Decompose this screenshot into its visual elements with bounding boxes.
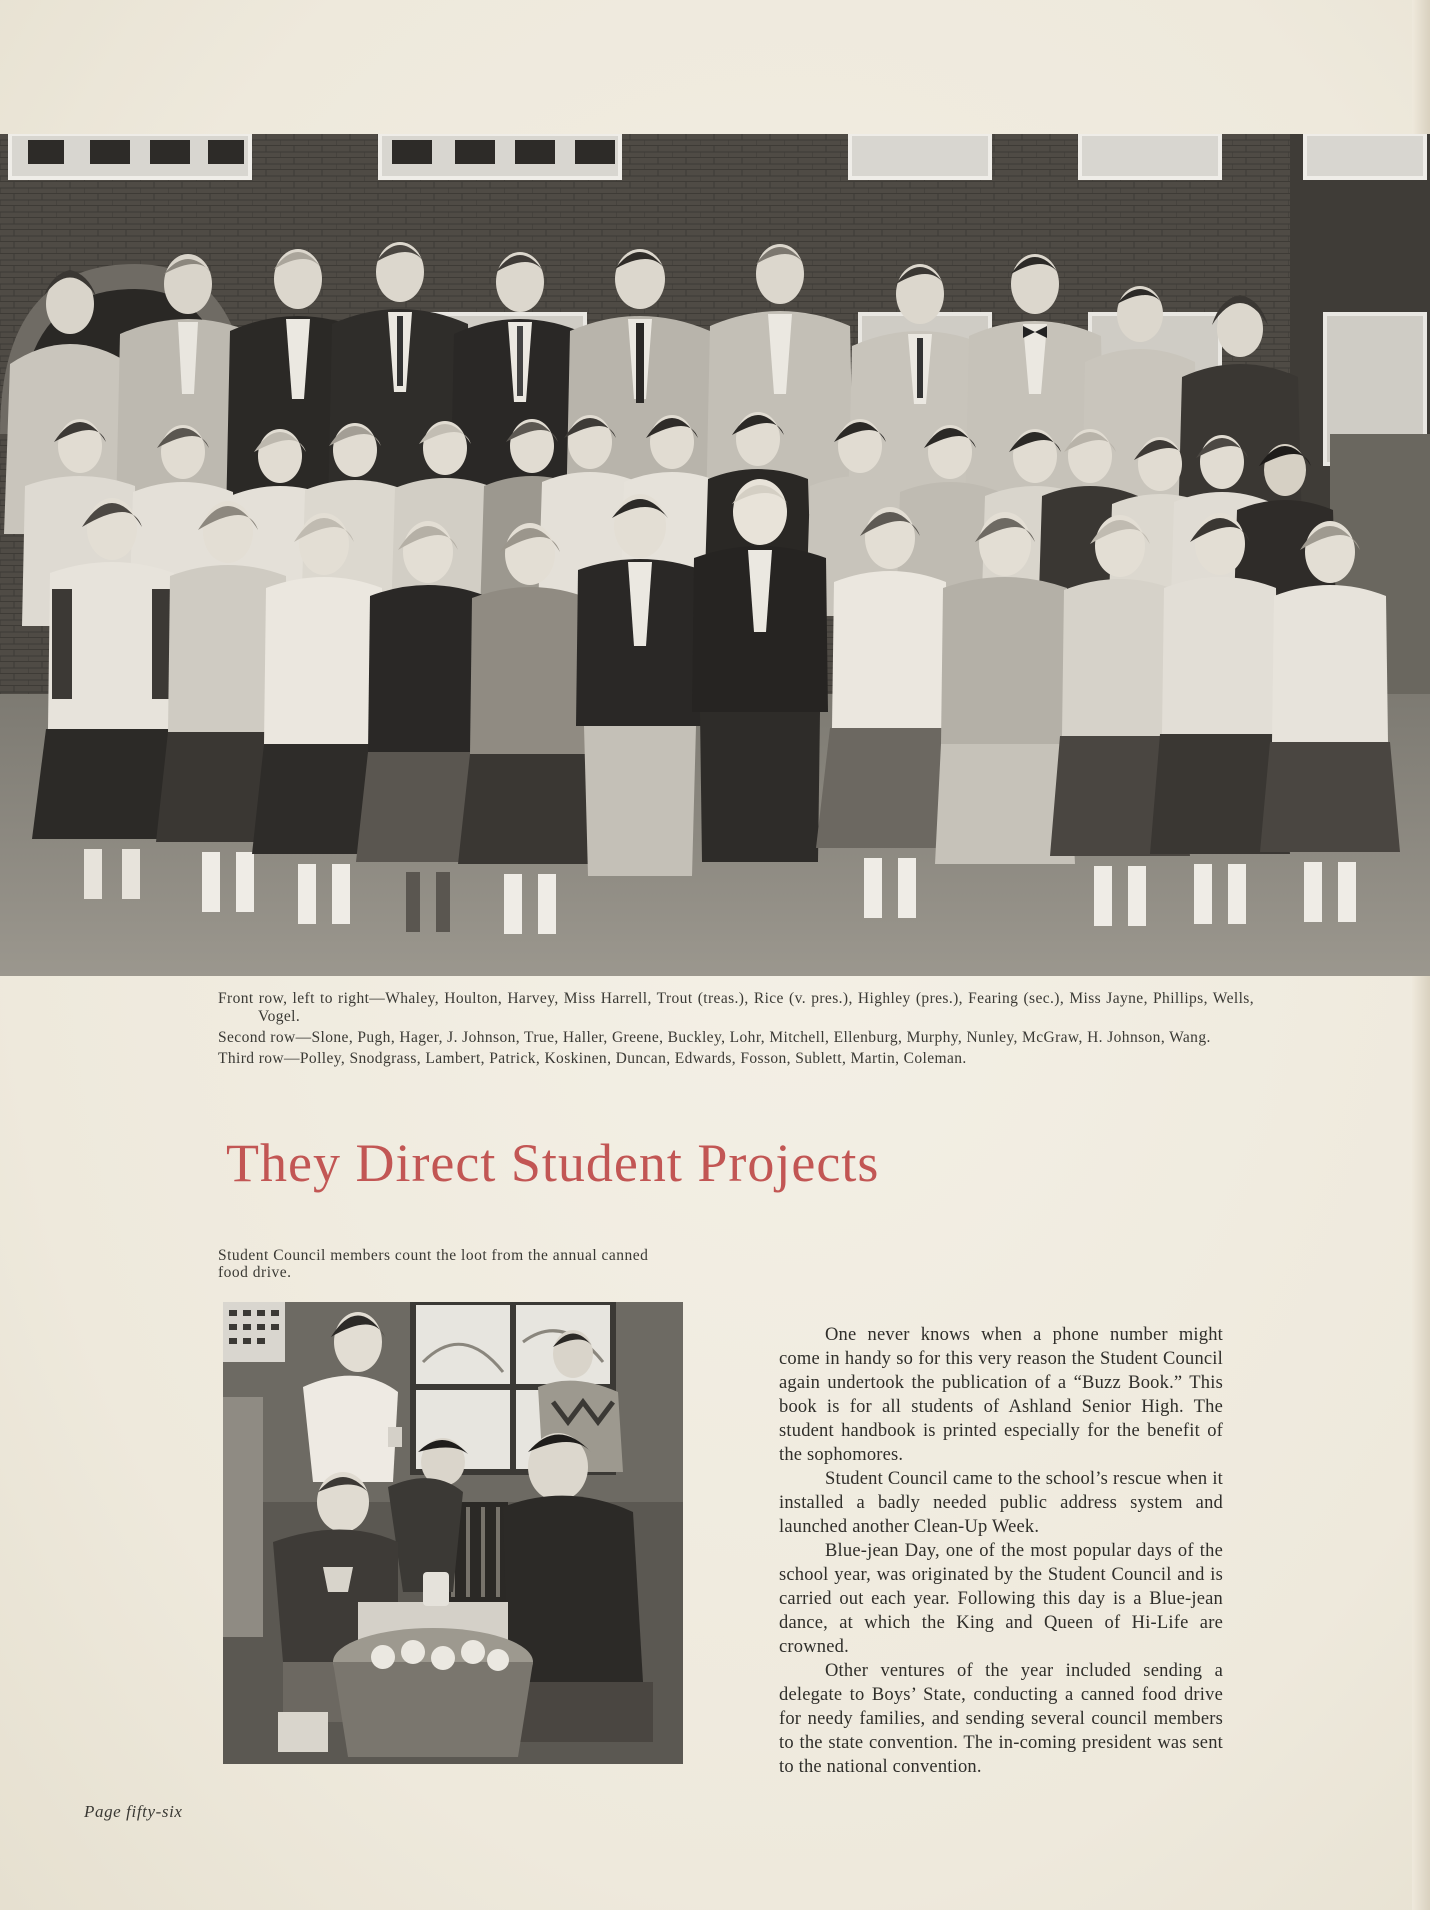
student-council-group-photo bbox=[0, 134, 1430, 976]
body-paragraph: One never knows when a phone number might come in handy so for this very reason the Student Council again undertook the publication of a “Buzz Book.” This book is for all students of Ashland Senior High. The student handbook is printed especially for the benefit of the sophomores. bbox=[779, 1325, 1223, 1465]
canned-food-drive-photo bbox=[223, 1302, 683, 1764]
body-paragraph: Student Council came to the school’s rescue when it installed a badly needed public address system and launched another Clean-Up Week. bbox=[779, 1469, 1223, 1537]
small-photo-caption: Student Council members count the loot from the annual canned food drive. bbox=[218, 1247, 649, 1281]
group-photo-caption bbox=[218, 990, 1254, 1071]
caption-front-row: Front row, left to right—Whaley, Houlton, Harvey, Miss Harrell, Trout (treas.), Rice (v. pres.), Highley (pres.), Fearing (sec.), Miss Jayne, Phillips, Wells, Vogel. bbox=[218, 990, 1254, 1025]
caption-third-row: Third row—Polley, Snodgrass, Lambert, Patrick, Koskinen, Duncan, Edwards, Fosson, Sublett, Martin, Coleman. bbox=[218, 1050, 967, 1067]
page-headline: They Direct Student Projects bbox=[226, 1133, 880, 1193]
page-number: Page fifty-six bbox=[84, 1802, 183, 1821]
body-paragraph: Other ventures of the year included sending a delegate to Boys’ State, conducting a canned food drive for needy families, and sending several council members to the state convention. The in-coming president was sent to the national convention. bbox=[779, 1661, 1223, 1777]
caption-second-row: Second row—Slone, Pugh, Hager, J. Johnson, True, Haller, Greene, Buckley, Lohr, Mitchell, Ellenburg, Murphy, Nunley, McGraw, H. Johnson, Wang. bbox=[218, 1029, 1211, 1046]
article-body bbox=[779, 1323, 1223, 1779]
body-paragraph: Blue-jean Day, one of the most popular days of the school year, was originated by the Student Council and is carried out each year. Following this day is a Blue-jean dance, at which the King and Queen of Hi-Life are crowned. bbox=[779, 1541, 1223, 1657]
